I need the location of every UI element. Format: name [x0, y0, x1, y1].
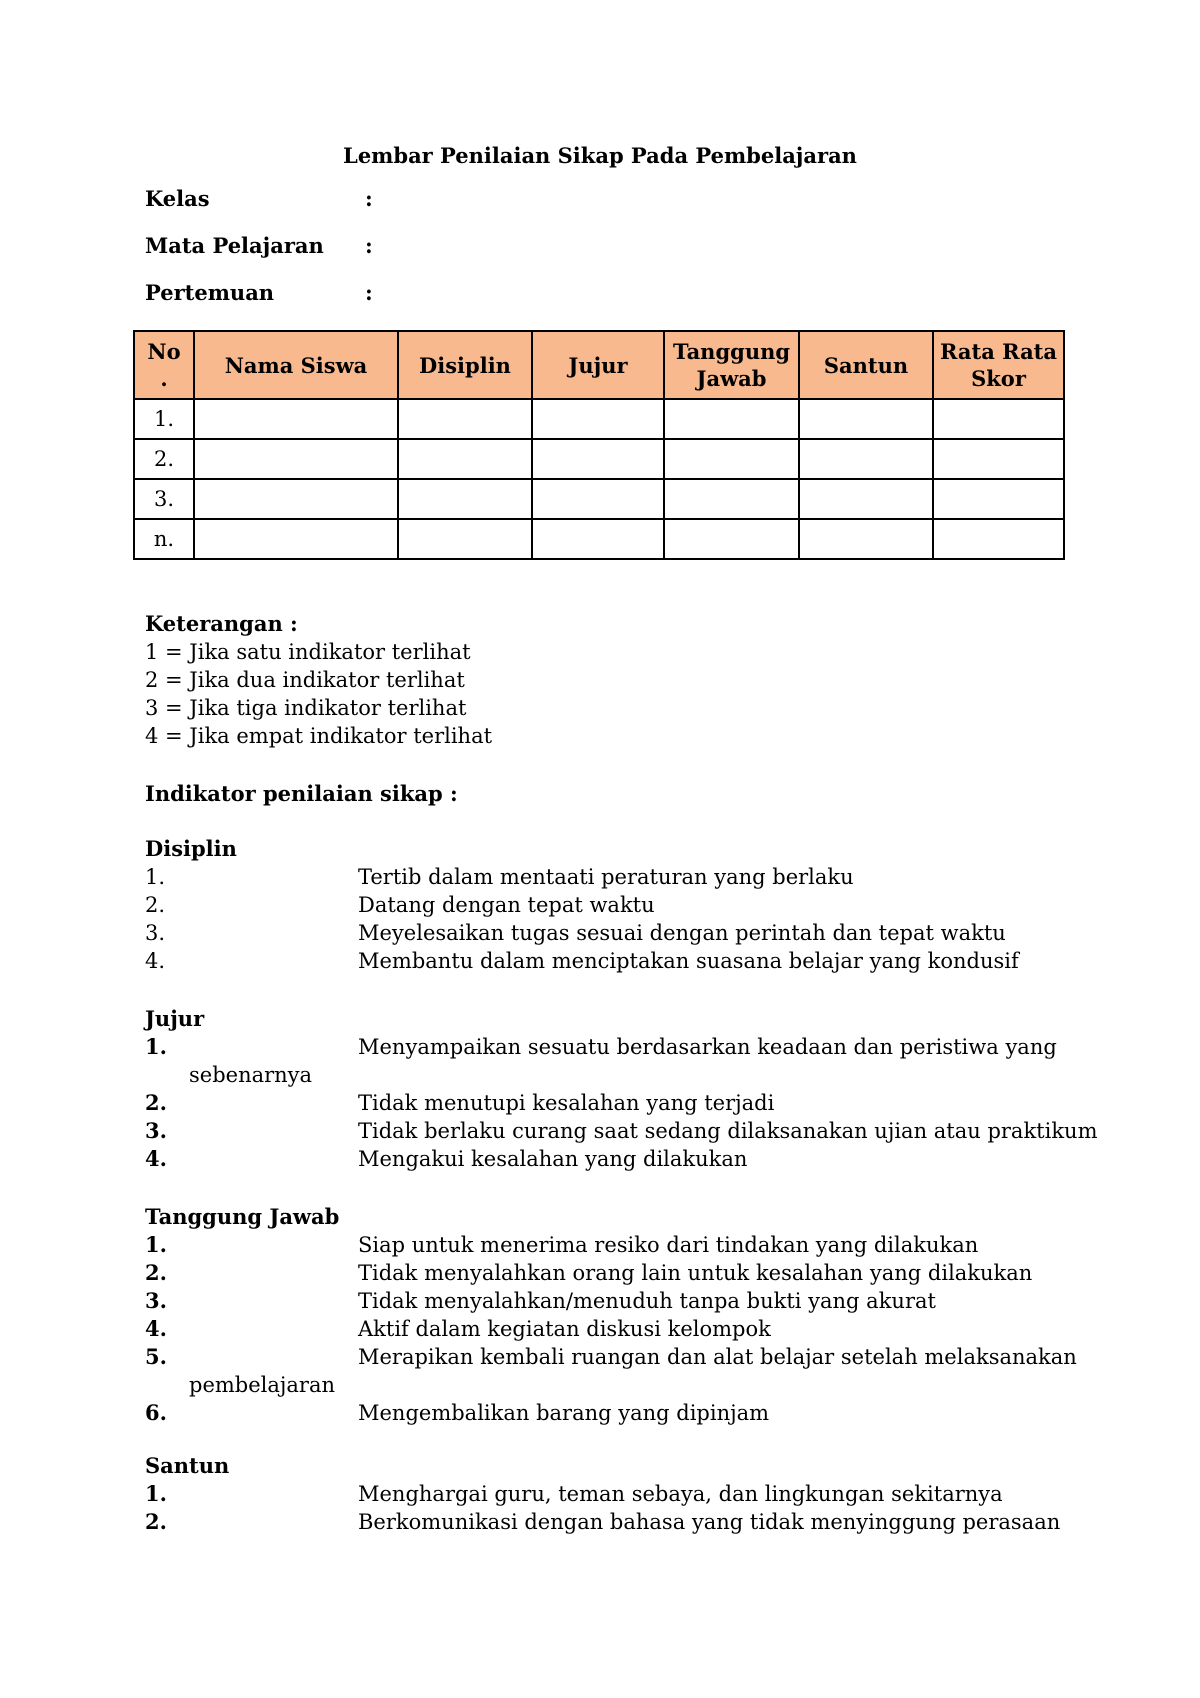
indicator-text: Membantu dalam menciptakan suasana belajar yang kondusif: [358, 949, 1019, 973]
indicator-number: 4.: [145, 1316, 167, 1341]
keterangan-line: 1 = Jika satu indikator terlihat: [145, 640, 471, 664]
row-number: 2.: [134, 439, 194, 479]
row-number: 3.: [134, 479, 194, 519]
indicator-number: 3.: [145, 1288, 167, 1313]
column-header: Nama Siswa: [194, 331, 398, 399]
table-cell[interactable]: [664, 479, 799, 519]
indicator-item: [145, 1343, 1077, 1371]
indicator-item: [145, 1259, 1033, 1287]
table-cell[interactable]: [194, 519, 398, 559]
column-header: Tanggung Jawab: [664, 331, 799, 399]
column-header: Santun: [799, 331, 933, 399]
meta-colon: :: [365, 233, 373, 258]
table-cell[interactable]: [532, 479, 664, 519]
table-cell[interactable]: [532, 399, 664, 439]
section-heading: Santun: [145, 1453, 230, 1478]
indicator-item: [145, 1231, 979, 1259]
indicator-item: [145, 1508, 1061, 1536]
table-row: [134, 519, 1064, 559]
indicator-item: [145, 1315, 771, 1343]
indicator-item: [145, 947, 1019, 975]
indicator-number: 3.: [145, 921, 166, 945]
indikator-heading: Indikator penilaian sikap :: [145, 781, 458, 806]
indicator-text: Tidak menutupi kesalahan yang terjadi: [358, 1091, 775, 1115]
indicator-number: 2.: [145, 1260, 167, 1285]
indicator-text: Mengakui kesalahan yang dilakukan: [358, 1147, 748, 1171]
meta-colon: :: [365, 186, 373, 211]
keterangan-list: [145, 638, 492, 750]
indicator-text-continuation: pembelajaran: [189, 1373, 336, 1397]
keterangan-line: 2 = Jika dua indikator terlihat: [145, 668, 465, 692]
table-cell[interactable]: [532, 439, 664, 479]
section-heading: Disiplin: [145, 836, 237, 861]
indicator-text: Merapikan kembali ruangan dan alat belajar setelah melaksanakan: [358, 1345, 1077, 1369]
table-cell[interactable]: [532, 519, 664, 559]
indicator-item: [145, 1287, 936, 1315]
indicator-text: Datang dengan tepat waktu: [358, 893, 655, 917]
indicator-item: [145, 1399, 770, 1427]
section-jujur: [145, 1005, 1098, 1173]
indicator-item: [145, 1145, 748, 1173]
table-cell[interactable]: [398, 479, 532, 519]
table-cell[interactable]: [398, 399, 532, 439]
table-cell[interactable]: [194, 399, 398, 439]
indikator-heading-block: [145, 780, 458, 808]
meta-colon: :: [365, 280, 373, 305]
indicator-number: 4.: [145, 949, 166, 973]
indicator-number: 1.: [145, 1232, 167, 1257]
indicator-text: Mengembalikan barang yang dipinjam: [358, 1401, 770, 1425]
section-heading: Jujur: [145, 1006, 205, 1031]
table-row: [134, 479, 1064, 519]
indicator-item: [145, 1089, 775, 1117]
keterangan-heading: Keterangan :: [145, 611, 298, 636]
column-header: No .: [134, 331, 194, 399]
indicator-item: [145, 1480, 1003, 1508]
indicator-text: Tidak berlaku curang saat sedang dilaksanakan ujian atau praktikum: [358, 1119, 1098, 1143]
assessment-table: [133, 330, 1065, 560]
table-cell[interactable]: [664, 519, 799, 559]
meta-row-pertemuan: [145, 282, 373, 303]
table-cell[interactable]: [194, 479, 398, 519]
table-cell[interactable]: [799, 479, 933, 519]
table-cell[interactable]: [398, 519, 532, 559]
indicator-item: [145, 863, 854, 891]
document-title: Lembar Penilaian Sikap Pada Pembelajaran: [343, 143, 857, 168]
row-number: 1.: [134, 399, 194, 439]
table-cell[interactable]: [799, 439, 933, 479]
meta-label: Pertemuan: [145, 280, 275, 305]
column-header: Disiplin: [398, 331, 532, 399]
table-cell[interactable]: [664, 439, 799, 479]
keterangan-section: [145, 610, 492, 750]
indicator-text: Aktif dalam kegiatan diskusi kelompok: [358, 1317, 771, 1341]
indicator-item: [145, 1117, 1098, 1145]
table-body: [134, 399, 1064, 559]
section-disiplin: [145, 835, 1019, 975]
table-cell[interactable]: [933, 399, 1064, 439]
table-cell[interactable]: [398, 439, 532, 479]
indicator-item: [145, 919, 1006, 947]
indicator-text: Tidak menyalahkan/menuduh tanpa bukti yang akurat: [358, 1289, 936, 1313]
indicator-number: 1.: [145, 865, 166, 889]
indicator-number: 2.: [145, 1509, 167, 1534]
indicator-item: [145, 891, 655, 919]
indicator-number: 6.: [145, 1400, 167, 1425]
table-cell[interactable]: [194, 439, 398, 479]
table-cell[interactable]: [664, 399, 799, 439]
meta-label: Mata Pelajaran: [145, 233, 324, 258]
keterangan-line: 4 = Jika empat indikator terlihat: [145, 724, 493, 748]
meta-row-kelas: [145, 188, 373, 209]
indicator-text: Berkomunikasi dengan bahasa yang tidak menyinggung perasaan: [358, 1510, 1061, 1534]
indicator-text: Menghargai guru, teman sebaya, dan lingkungan sekitarnya: [358, 1482, 1003, 1506]
section-santun: [145, 1452, 1061, 1536]
keterangan-line: 3 = Jika tiga indikator terlihat: [145, 696, 467, 720]
table-cell[interactable]: [799, 399, 933, 439]
indicator-text: Meyelesaikan tugas sesuai dengan perintah dan tepat waktu: [358, 921, 1006, 945]
table-cell[interactable]: [799, 519, 933, 559]
indicator-number: 3.: [145, 1118, 167, 1143]
row-number: n.: [134, 519, 194, 559]
indicator-text-continuation: sebenarnya: [189, 1063, 313, 1087]
indicator-number: 2.: [145, 893, 166, 917]
section-heading: Tanggung Jawab: [145, 1204, 340, 1229]
indicator-text: Tertib dalam mentaati peraturan yang berlaku: [358, 865, 854, 889]
table-row: [134, 399, 1064, 439]
indicator-number: 1.: [145, 1034, 167, 1059]
meta-label: Kelas: [145, 186, 210, 211]
indicator-number: 5.: [145, 1344, 167, 1369]
indicator-item: [145, 1033, 1057, 1061]
indicator-number: 4.: [145, 1146, 167, 1171]
meta-row-mata-pelajaran: [145, 235, 373, 256]
table-row: [134, 439, 1064, 479]
table-cell[interactable]: [933, 519, 1064, 559]
table-cell[interactable]: [933, 439, 1064, 479]
indicator-number: 1.: [145, 1481, 167, 1506]
indicator-number: 2.: [145, 1090, 167, 1115]
indicator-text: Siap untuk menerima resiko dari tindakan yang dilakukan: [358, 1233, 979, 1257]
table-header-row: [134, 331, 1064, 399]
indicator-text: Menyampaikan sesuatu berdasarkan keadaan dan peristiwa yang: [358, 1035, 1057, 1059]
column-header: Rata Rata Skor: [933, 331, 1064, 399]
column-header: Jujur: [532, 331, 664, 399]
indicator-text: Tidak menyalahkan orang lain untuk kesalahan yang dilakukan: [358, 1261, 1033, 1285]
section-tanggung-jawab: [145, 1203, 1077, 1427]
table-cell[interactable]: [933, 479, 1064, 519]
